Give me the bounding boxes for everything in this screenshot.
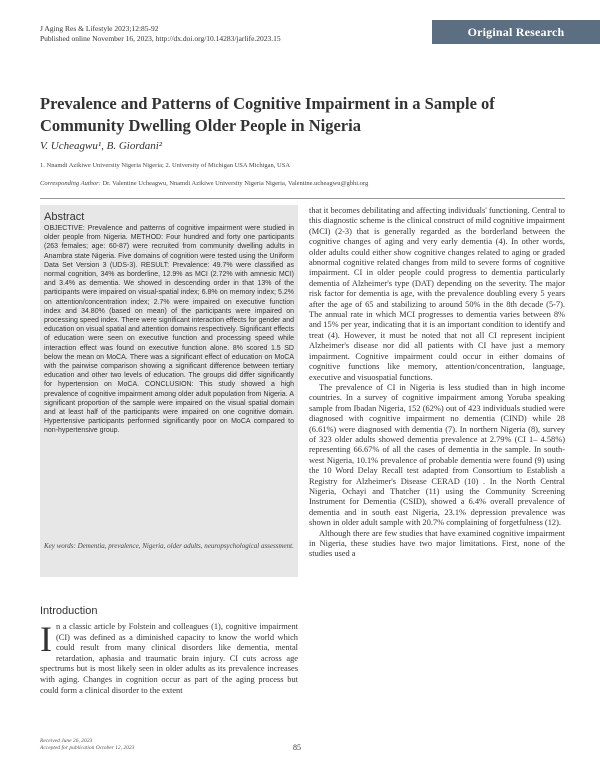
abstract-text: OBJECTIVE: Prevalence and patterns of cognitive impairment were studied in older people from Nigeria. METHOD: Four hundred and forty one participants (263 females; age: 60-87) were recruited from community dwelling adults in Anambra state Nigeria. Five domains of cognition were tested using the Uniform Data Set Version 3 (UDS-3). RESULT: Prevalence: 49.7% were classified as normal cognition, 34% as borderline, 12.9% as MCI (2.72% with amnesic MCI) and 3.4% as dementia. We showed in descending order in that 13% of the participants were impaired on visual-spatial index; 6.8% on memory index; 5.2% on attention/concentration index; 2.7% were impaired on executive function index and 34.80% (based on mean) of the participants were impaired on processing speed index. There were significant interaction effects for gender and education on visual spatial and attention domains respectively. Significant effects of education were seen on executive function and processing speed while interaction effect was found on executive function alone. 8% scored 1.5 SD below the mean on MoCA. There was a significant effect of education on MoCA with the pairwise comparison showing a significant difference between tertiary education and other two levels of education. The groups did differ significantly for hypertension on MoCA. CONCLUSION: This study showed a high prevalence of cognitive impairment among older adult population from Nigeria. A significant proportion of the sample were impaired on the visual spatial domain and at least half of the participants were impaired on one cognitive domain. Hypertensive participants performed significantly poor on MoCA compared to non-hypertensive group. [44,225,294,435]
corresponding-author [40,180,368,187]
article-title: Prevalence and Patterns of Cognitive Impairment in a Sample of Community Dwelling Older People in Nigeria [40,94,495,135]
page-number: 85 [293,743,301,752]
accepted-date: Accepted for publication October 12, 2023 [40,745,135,751]
header-divider [40,198,565,199]
publication-doi: Published online November 16, 2023, http://dx.doi.org/10.14283/jarlife.2023.15 [40,34,281,43]
affiliations: 1. Nnamdi Azikiwe University Nigeria Nigeria; 2. University of Michigan USA Michigan, USA [40,162,291,169]
authors: V. Ucheagwu¹, B. Giordani² [40,140,163,152]
paragraph: that it becomes debilitating and affecting individuals' functioning. Central to this diagnostic scheme is the clinical construct of mild cognitive impairment (MCI) (2-3) that is generally regarded as the borderland between the cognitive changes of aging and very early dementia (4). In other words, older adults could either show cognitive changes related to aging or graded abnormal cognitive related changes from mild to severe forms of cognitive impairment. CI in older people could progress to dementia particularly dementia of Alzheimer's type (DAT) depending on the severity. The major risk factor for dementia is age, with the prevalence doubling every 5 years after the age of 65 and stabilizing to around 50% in the 8th decade (5-7). The annual rate in which MCI progresses to dementia varies between 8% and 15% per year, indicating that it is an important condition to identify and treat (4). However, it must be noted that not all CI represent incipient Alzheimer's disease nor did all patients with CI have just a memory impairment. Cognitive impairment could occur in either domains of cognitive functions like memory, attention/concentration, language, executive and visuospatial functions. [309,206,565,382]
received-dates [40,738,134,752]
journal-info [40,24,281,44]
journal-citation: J Aging Res & Lifestyle 2023;12:85-92 [40,24,159,33]
right-column [309,206,565,560]
article-type-badge: Original Research [432,20,600,44]
corresponding-label: Corresponding Author: [40,180,101,187]
paragraph: The prevalence of CI in Nigeria is less studied than in high income countries. In a survey of cognitive impairment among Yoruba speaking sample from Ibadan Nigeria, 152 (62%) out of 423 individuals studied were diagnosed with cognitive impairment no dementia (CIND) while 28 (6.61%) were diagnosed with dementia (7). In northern Nigeria (8), survey of 323 older adults showed dementia prevalence at 2.79% (CI 1– 4.58%) representing 66.67% of all the cases of dementia in the sample. In south-west Nigeria, 10.1% prevalence of probable dementia were found (9) using the 10 Word Delay Recall test adapted from Consortium to Establish a Registry for Alzheimer's Disease CERAD (10) . In the North Central Nigeria, Ochayi and Thatcher (11) using the Community Screening Instrument for Dementia (CSID), showed a 6.4% overall prevalence of dementia and in south east Nigeria, 23.1% depression prevalence was shown in older adult sample with 20.7% complaining of forgetfulness (12). [309,382,565,528]
drop-cap: I [40,619,52,659]
received-date: Received June 26, 2023 [40,738,93,744]
paragraph: Although there are few studies that have examined cognitive impairment in Nigeria, these studies have two major limitations. First, none of the studies used a [309,528,565,559]
introduction-text [40,619,298,696]
introduction-heading: Introduction [40,605,98,617]
corresponding-details: Dr. Valentine Ucheagwu, Nnamdi Azikiwe University Nigeria Nigeria, Valentine.ucheagwu@gbhi.org [100,180,369,187]
keywords: Key words: Dementia, prevalence, Nigeria, older adults, neuropsychological assessment. [44,542,294,550]
introduction-body: n a classic article by Folstein and colleagues (1), cognitive impairment (CI) was defined as a diminished capacity to know the world which could result from many clinical disorders like dementia, mental retardation, aphasia and traumatic brain injury. CI cuts across age spectrums but is most likely seen in older adults as its prevalence increases with aging. Changes in cognition occur as part of the aging process but could form a clinical disorder to the extent [40,622,298,695]
abstract-heading: Abstract [44,211,85,223]
